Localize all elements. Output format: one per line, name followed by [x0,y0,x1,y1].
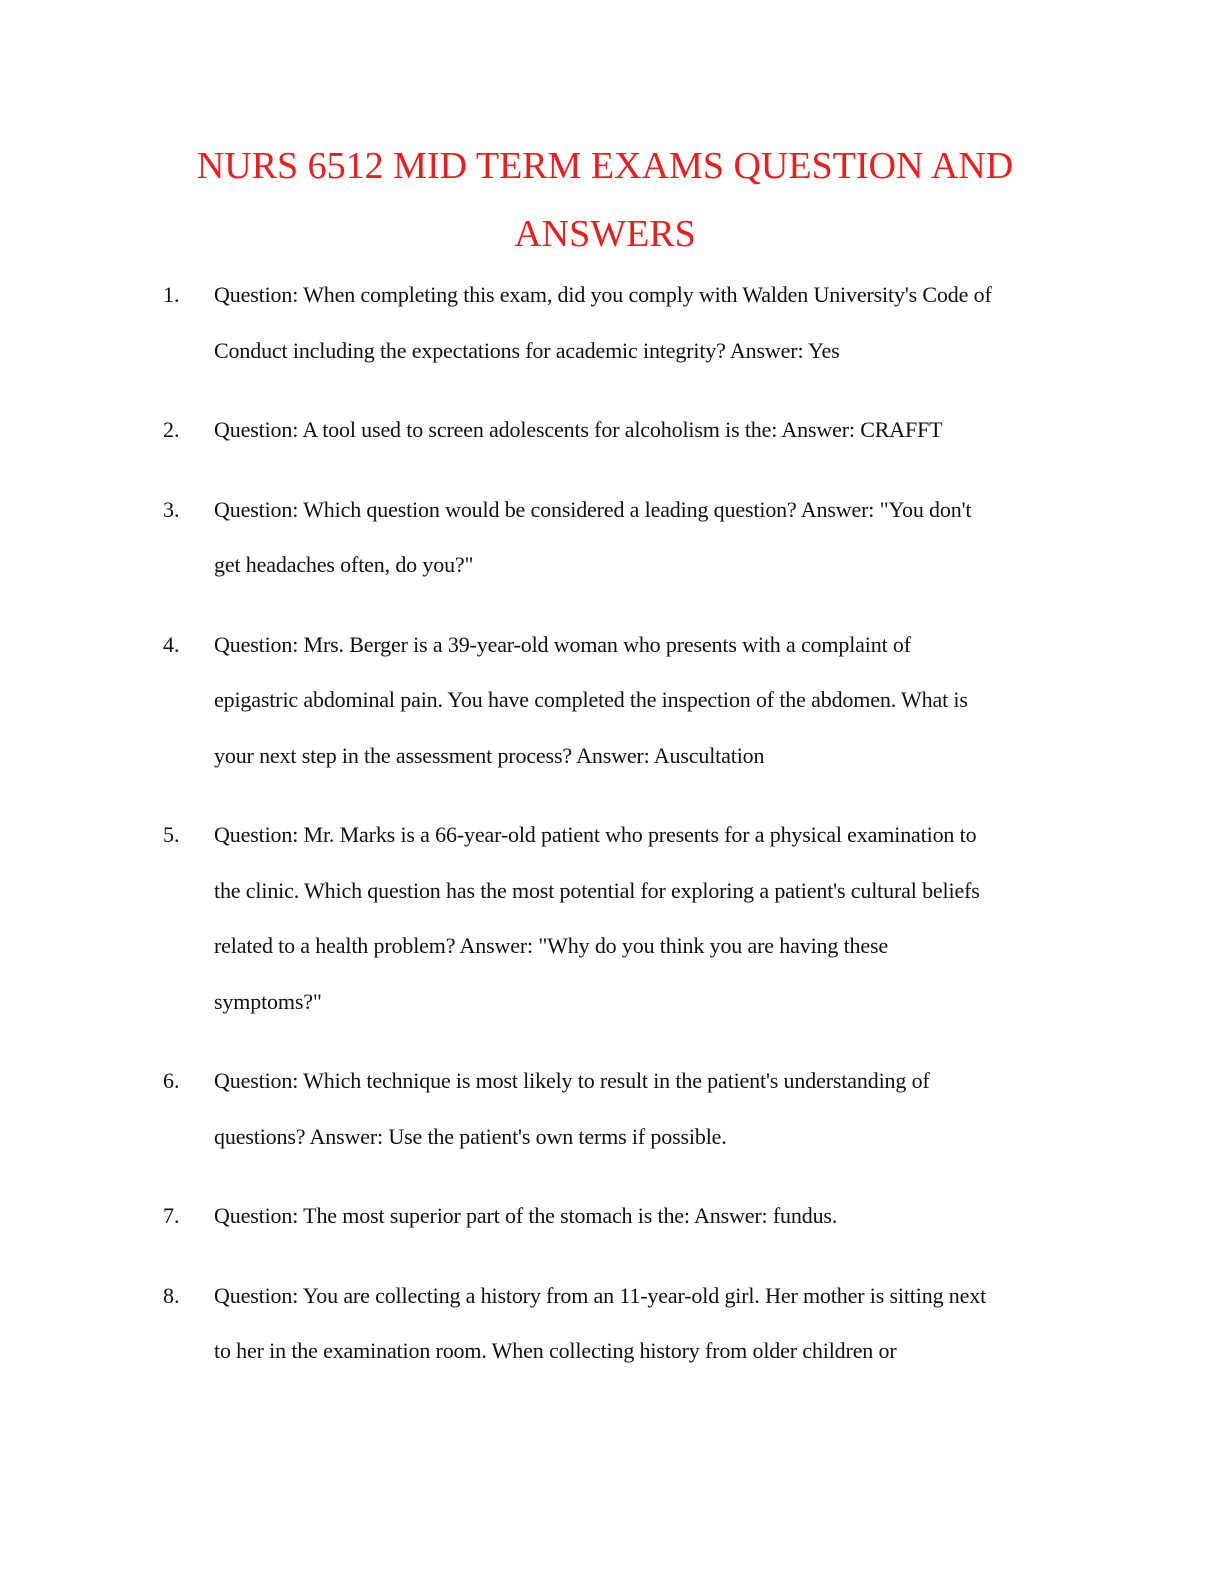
text-line: epigastric abdominal pain. You have completed the inspection of the abdomen. What is [214,687,968,712]
text-line: Question: You are collecting a history from an 11-year-old girl. Her mother is sitting next [214,1282,987,1308]
text-line: Question: When completing this exam, did you comply with Walden University's Code of [214,282,992,307]
list-item-number: 4. [163,631,180,657]
question-answer-text [214,617,1076,784]
text-line: Question: Which question would be considered a leading question? Answer: "You don't [214,496,972,522]
text-line: get headaches often, do you?" [214,552,474,577]
list-item-number: 7. [163,1203,180,1228]
question-answer-text [214,482,1076,593]
text-line: Conduct including the expectations for academic integrity? Answer: Yes [214,337,840,363]
question-answer-text [214,402,1076,458]
list-item-number: 1. [163,282,180,307]
text-line: Question: Which technique is most likely to result in the patient's understanding of [214,1068,930,1093]
list-item-number: 3. [163,496,180,522]
document-title: NURS 6512 MID TERM EXAMS QUESTION AND ANSWERS [196,145,1014,255]
text-line: symptoms?" [214,988,322,1014]
text-line: to her in the examination room. When collecting history from older children or [214,1338,897,1363]
text-line: your next step in the assessment process? Answer: Auscultation [214,742,765,768]
text-line: Question: A tool used to screen adolescents for alcoholism is the: Answer: CRAFFT [214,417,943,442]
text-line: Question: The most superior part of the stomach is the: Answer: fundus. [214,1203,838,1228]
text-line: Question: Mrs. Berger is a 39-year-old woman who presents with a complaint of [214,631,911,657]
question-answer-text [214,1053,1076,1164]
question-answer-text [214,1268,1076,1379]
text-line: questions? Answer: Use the patient's own terms if possible. [214,1123,727,1149]
question-answer-text [214,267,1076,378]
list-item-number: 8. [163,1282,180,1308]
question-answer-text [214,807,1076,1029]
text-line: Question: Mr. Marks is a 66-year-old patient who presents for a physical examination to [214,822,977,847]
text-line: the clinic. Which question has the most potential for exploring a patient's cultural beliefs [214,877,980,903]
list-item-number: 6. [163,1068,180,1093]
list-item-number: 2. [163,417,180,442]
text-line: related to a health problem? Answer: "Why do you think you are having these [214,933,889,958]
list-item-number: 5. [163,822,180,847]
question-answer-text [214,1188,1076,1244]
